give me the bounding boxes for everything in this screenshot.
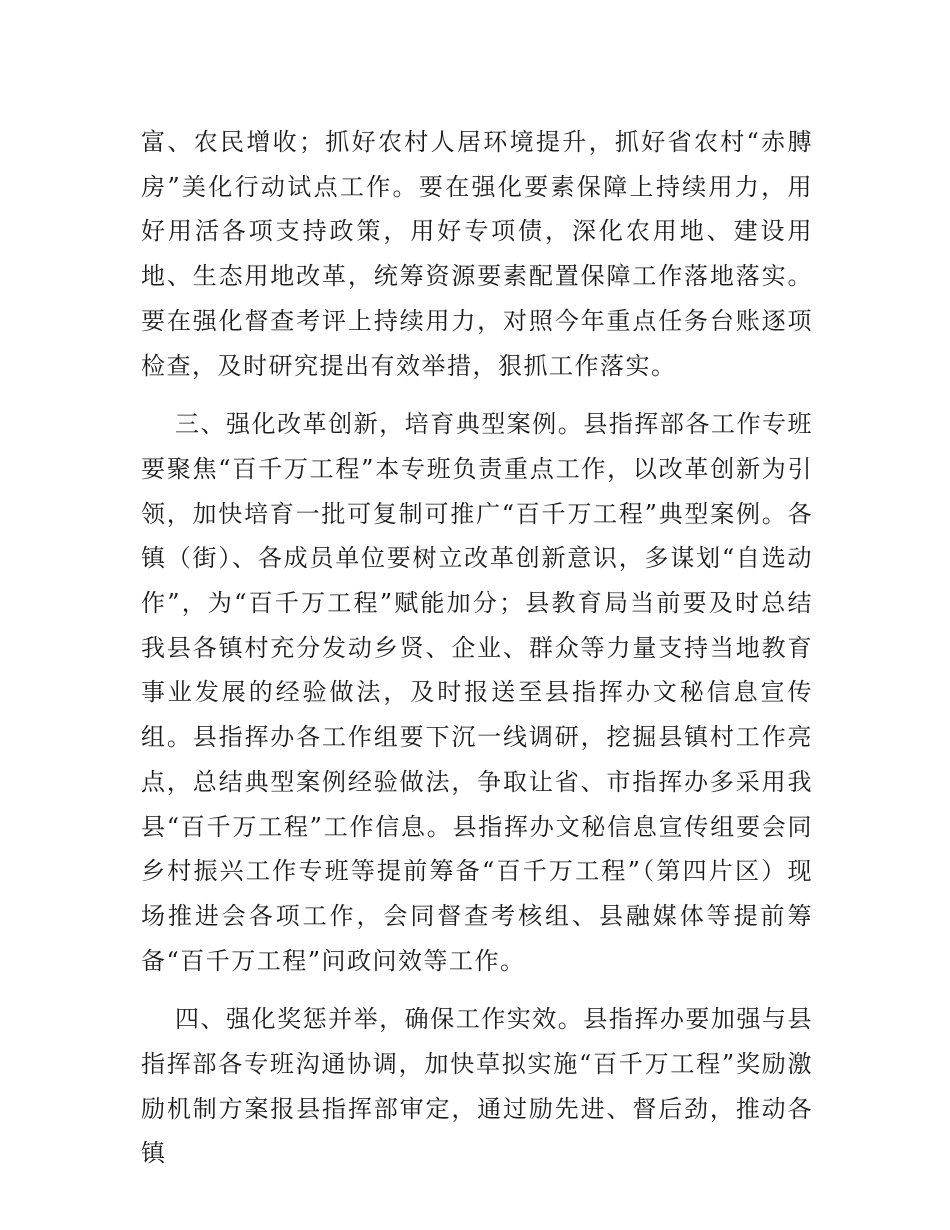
document-body — [141, 120, 813, 1190]
paragraph-section-four: 四、强化奖惩并举，确保工作实效。县指挥办要加强与县指挥部各专班沟通协调，加快草拟实施“百千万工程”奖励激励机制方案报县指挥部审定，通过励先进、督后劲，推动各镇 — [141, 1005, 813, 1168]
paragraph-section-three: 三、强化改革创新，培育典型案例。县指挥部各工作专班要聚焦“百千万工程”本专班负责重点工作，以改革创新为引领，加快培育一批可复制可推广“百千万工程”典型案例。各镇（街）、各成员单位要树立改革创新意识，多谋划“自选动作”，为“百千万工程”赋能加分；县教育局当前要及时总结我县各镇村充分发动乡贤、企业、群众等力量支持当地教育事业发展的经验做法，及时报送至县指挥办文秘信息宣传组。县指挥办各工作组要下沉一线调研，挖掘县镇村工作亮点，总结典型案例经验做法，争取让省、市指挥办多采用我县“百千万工程”工作信息。县指挥办文秘信息宣传组要会同乡村振兴工作专班等提前筹备“百千万工程”（第四片区）现场推进会各项工作，会同督查考核组、县融媒体等提前筹备“百千万工程”问政问效等工作。 — [141, 410, 813, 975]
paragraph-continuation: 富、农民增收；抓好农村人居环境提升，抓好省农村“赤膊房”美化行动试点工作。要在强化要素保障上持续用力，用好用活各项支持政策，用好专项债，深化农用地、建设用地、生态用地改革，统筹资源要素配置保障工作落地落实。要在强化督查考评上持续用力，对照今年重点任务台账逐项检查，及时研究提出有效举措，狠抓工作落实。 — [141, 128, 813, 380]
